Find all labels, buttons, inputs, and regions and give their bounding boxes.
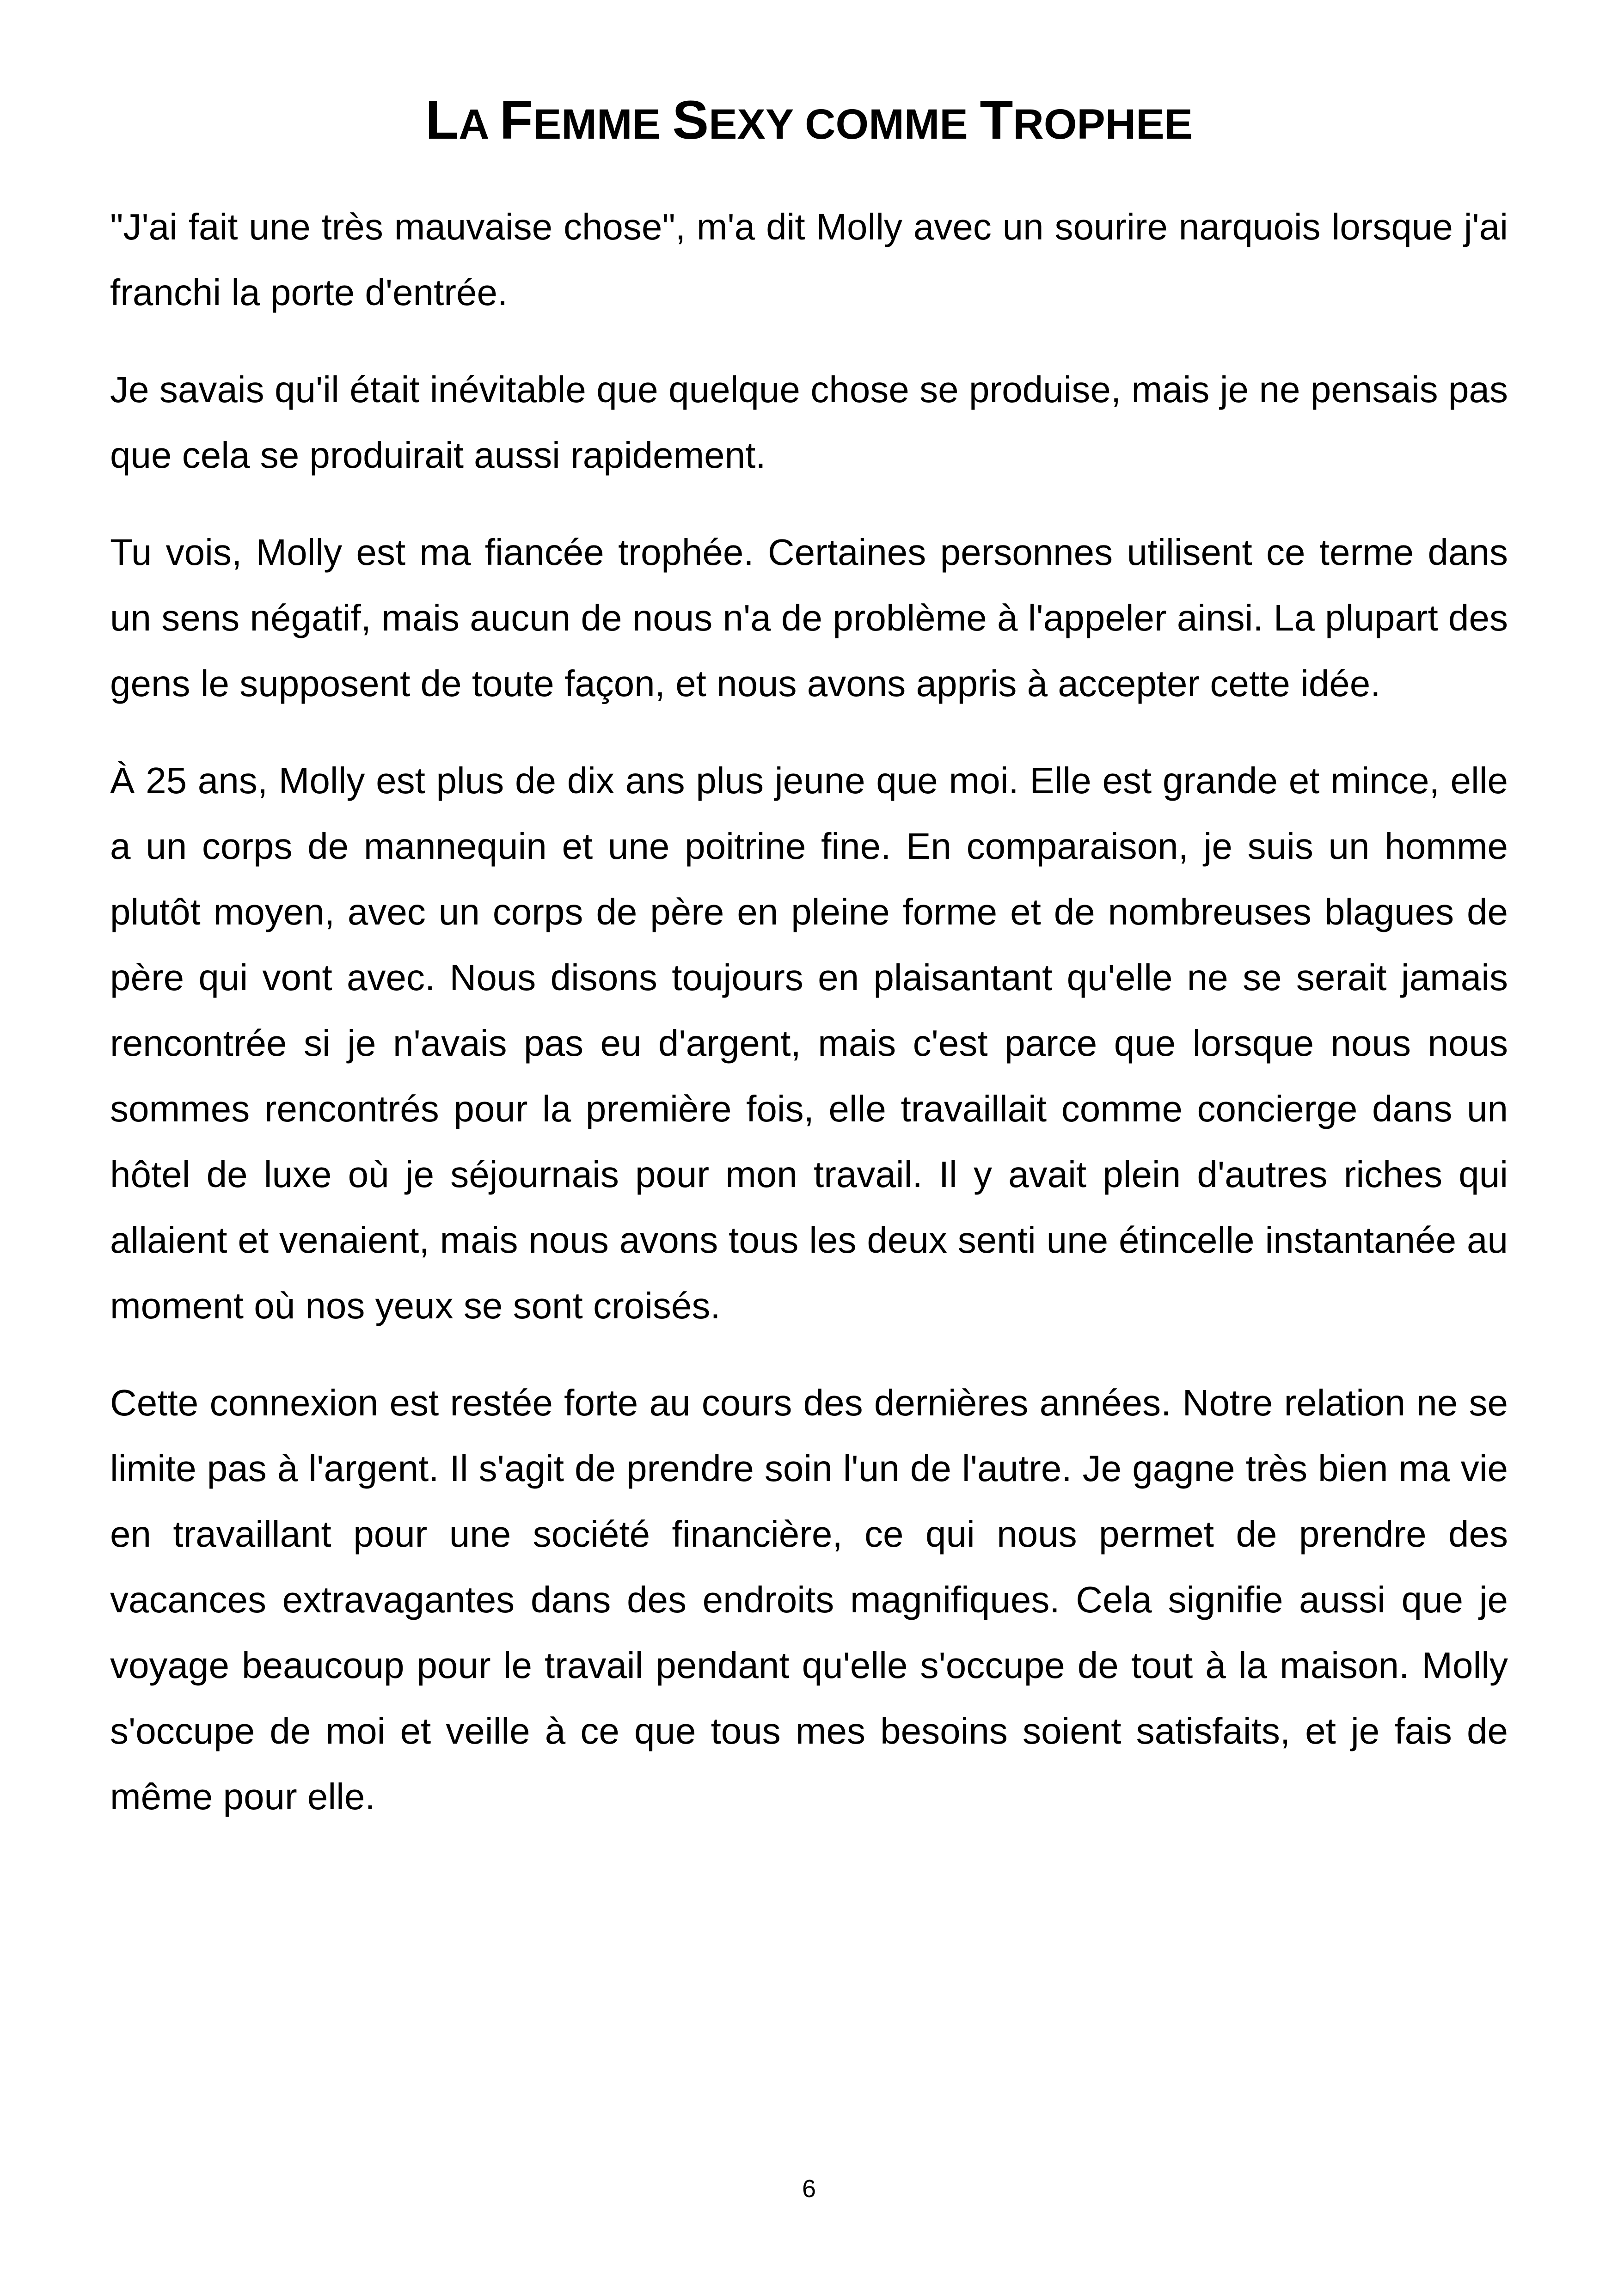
title-initial: T [980, 90, 1013, 151]
title-smallcaps: EXY COMME [709, 101, 980, 148]
title-initial: F [499, 90, 533, 151]
body-text [110, 194, 1508, 1861]
paragraph-3: Tu vois, Molly est ma fiancée trophée. Certaines personnes utilisent ce terme dans un sens négatif, mais aucun de nous n'a de problème à l'appeler ainsi. La plupart des gens le supposent de toute façon, et nous avons appris à accepter cette idée. [110, 532, 1508, 704]
title-smallcaps: EMME [533, 101, 673, 148]
paragraph-5: Cette connexion est restée forte au cours des dernières années. Notre relation ne se limite pas à l'argent. Il s'agit de prendre soin l'un de l'autre. Je gagne très bien ma vie en travaillant pour une société financière, ce qui nous permet de prendre des vacances extravagantes dans des endroits magnifiques. Cela signifie aussi que je voyage beaucoup pour le travail pendant qu'elle s'occupe de tout à la maison. Molly s'occupe de moi et veille à ce que tous mes besoins soient satisfaits, et je fais de même pour elle. [110, 1382, 1508, 1817]
paragraph-2: Je savais qu'il était inévitable que quelque chose se produise, mais je ne pensais pas que cela se produirait aussi rapidement. [110, 369, 1508, 476]
page-number: 6 [802, 2175, 816, 2203]
title-initial: L [425, 90, 459, 151]
title-initial: S [672, 90, 709, 151]
title-smallcaps: ROPHEE [1013, 101, 1193, 148]
chapter-title [0, 86, 1618, 159]
title-smallcaps: A [459, 101, 500, 148]
paragraph-1: "J'ai fait une très mauvaise chose", m'a dit Molly avec un sourire narquois lorsque j'ai franchi la porte d'entrée. [110, 206, 1508, 313]
paragraph-4: À 25 ans, Molly est plus de dix ans plus jeune que moi. Elle est grande et mince, elle a un corps de mannequin et une poitrine fine. En comparaison, je suis un homme plutôt moyen, avec un corps de père en pleine forme et de nombreuses blagues de père qui vont avec. Nous disons toujours en plaisantant qu'elle ne se serait jamais rencontrée si je n'avais pas eu d'argent, mais c'est parce que lorsque nous nous sommes rencontrés pour la première fois, elle travaillait comme concierge dans un hôtel de luxe où je séjournais pour mon travail. Il y avait plein d'autres riches qui allaient et venaient, mais nous avons tous les deux senti une étincelle instantanée au moment où nos yeux se sont croisés. [110, 760, 1508, 1326]
